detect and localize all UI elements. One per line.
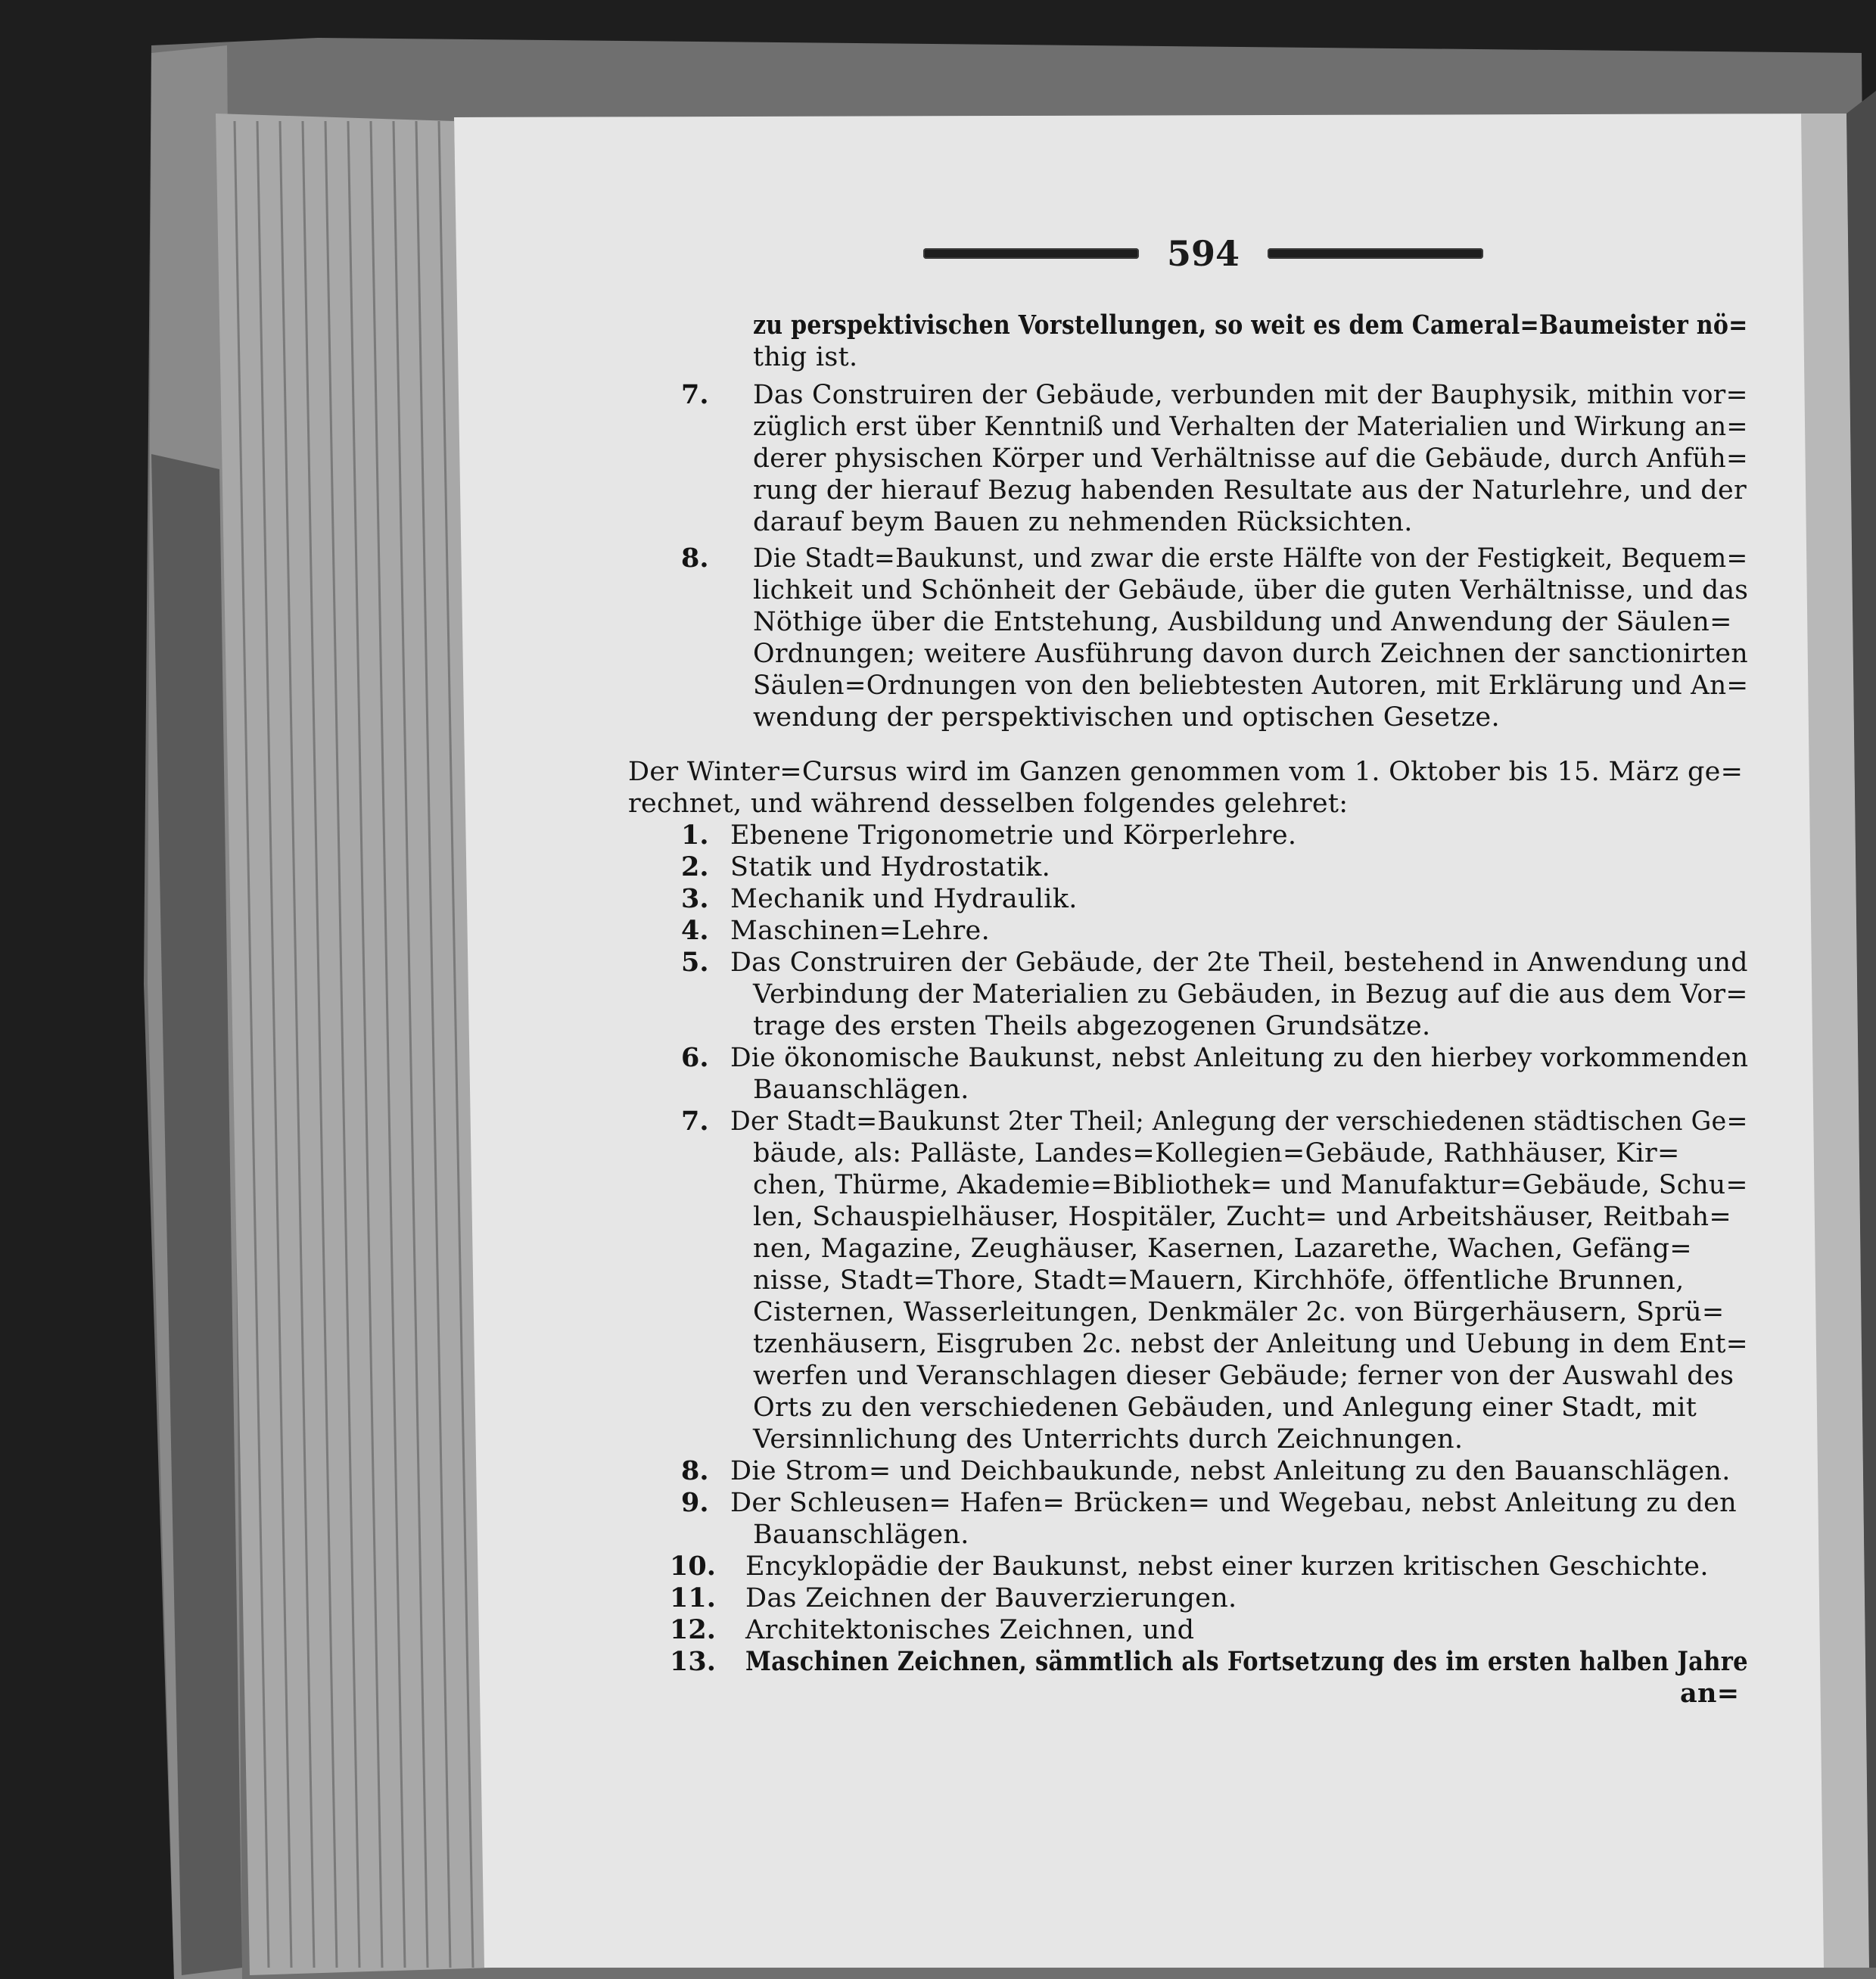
text-line: Architektonisches Zeichnen, und (745, 1615, 1195, 1645)
text-line: Die ökonomische Baukunst, nebst Anleitung zu den hierbey vorkommenden (730, 1043, 1749, 1073)
item-number: 10. (670, 1551, 716, 1582)
text-line: thig ist. (753, 342, 858, 372)
page-body (621, 227, 1756, 1741)
text-line: bäude, als: Palläste, Landes=Kollegien=Gebäude, Rathhäuser, Kir= (753, 1138, 1680, 1168)
text-line: Bauanschlägen. (753, 1075, 969, 1105)
item-number: 5. (681, 947, 709, 978)
text-line: Die Stadt=Baukunst, und zwar die erste Hälfte von der Festigkeit, Bequem= (753, 543, 1748, 574)
item-number: 3. (681, 883, 709, 914)
text-line: Versinnlichung des Unterrichts durch Zeichnungen. (753, 1424, 1464, 1455)
text-line: Ebenene Trigonometrie und Körperlehre. (730, 820, 1297, 851)
page-number: 594 (1166, 233, 1240, 274)
item-number: 9. (681, 1487, 709, 1518)
text-line: Das Zeichnen der Bauverzierungen. (745, 1583, 1237, 1613)
text-line: Orts zu den verschiedenen Gebäuden, und Anlegung einer Stadt, mit (753, 1392, 1697, 1423)
item-number: 8. (681, 543, 709, 574)
item-number: 8. (681, 1455, 709, 1486)
item-number: 2. (681, 851, 709, 882)
text-line: trage des ersten Theils abgezogenen Grundsätze. (753, 1011, 1431, 1041)
catchword: an= (1680, 1678, 1740, 1709)
text-line: Ordnungen; weitere Ausführung davon durch Zeichnen der sanctionirten (753, 639, 1748, 669)
text-line: darauf beym Bauen zu nehmenden Rücksichten. (753, 507, 1413, 537)
item-number: 13. (670, 1646, 716, 1677)
item-number: 4. (681, 915, 709, 946)
item-number: 7. (681, 379, 709, 410)
text-line: rung der hierauf Bezug habenden Resultate aus der Naturlehre, und der (753, 475, 1747, 506)
text-line: Maschinen Zeichnen, sämmtlich als Fortsetzung des im ersten halben Jahre (745, 1646, 1748, 1677)
item-number: 7. (681, 1106, 709, 1137)
text-line: Maschinen=Lehre. (730, 916, 990, 946)
text-line: Mechanik und Hydraulik. (730, 884, 1078, 914)
text-line: zu perspektivischen Vorstellungen, so weit es dem Cameral=Baumeister nö= (753, 310, 1748, 341)
text-line: Säulen=Ordnungen von den beliebtesten Autoren, mit Erklärung und An= (753, 671, 1749, 701)
text-line: Nöthige über die Entstehung, Ausbildung und Anwendung der Säulen= (753, 607, 1732, 637)
text-line: Das Construiren der Gebäude, verbunden mit der Bauphysik, mithin vor= (753, 380, 1748, 410)
text-line: Verbindung der Materialien zu Gebäuden, in Bezug auf die aus dem Vor= (753, 979, 1748, 1010)
text-line: wendung der perspektivischen und optischen Gesetze. (753, 702, 1500, 733)
text-line: derer physischen Körper und Verhältnisse auf die Gebäude, durch Anfüh= (753, 443, 1749, 474)
text-line: Der Schleusen= Hafen= Brücken= und Wegebau, nebst Anleitung zu den (730, 1488, 1738, 1518)
text-line: züglich erst über Kenntniß und Verhalten der Materialien und Wirkung an= (753, 412, 1748, 442)
text-line: chen, Thürme, Akademie=Bibliothek= und Manufaktur=Gebäude, Schu= (753, 1170, 1748, 1200)
text-line: Encyklopädie der Baukunst, nebst einer kurzen kritischen Geschichte. (745, 1551, 1709, 1582)
item-number: 11. (670, 1582, 716, 1613)
item-number: 6. (681, 1042, 709, 1073)
text-line: Cisternen, Wasserleitungen, Denkmäler 2c. von Bürgerhäusern, Sprü= (753, 1297, 1725, 1327)
text-line: Bauanschlägen. (753, 1520, 969, 1550)
text-line: Die Strom= und Deichbaukunde, nebst Anleitung zu den Bauanschlägen. (730, 1456, 1731, 1486)
item-number: 1. (681, 820, 709, 851)
text-line: Der Winter=Cursus wird im Ganzen genommen vom 1. Oktober bis 15. März ge= (628, 757, 1744, 787)
text-line: rechnet, und während desselben folgendes gelehret: (628, 789, 1349, 819)
text-line: Der Stadt=Baukunst 2ter Theil; Anlegung der verschiedenen städtischen Ge= (730, 1106, 1748, 1137)
item-number: 12. (670, 1614, 716, 1645)
text-line: Statik und Hydrostatik. (730, 852, 1051, 882)
text-line: werfen und Veranschlagen dieser Gebäude; ferner von der Auswahl des (753, 1361, 1734, 1391)
text-line: Das Construiren der Gebäude, der 2te Theil, bestehend in Anwendung und (730, 947, 1748, 978)
text-line: lichkeit und Schönheit der Gebäude, über die guten Verhältnisse, und das (753, 575, 1749, 605)
text-line: nen, Magazine, Zeughäuser, Kasernen, Lazarethe, Wachen, Gefäng= (753, 1234, 1692, 1264)
text-line: nisse, Stadt=Thore, Stadt=Mauern, Kirchhöfe, öffentliche Brunnen, (753, 1265, 1685, 1296)
text-line: tzenhäusern, Eisgruben 2c. nebst der Anleitung und Uebung in dem Ent= (753, 1329, 1748, 1359)
text-line: len, Schauspielhäuser, Hospitäler, Zucht= und Arbeitshäuser, Reitbah= (753, 1202, 1731, 1232)
